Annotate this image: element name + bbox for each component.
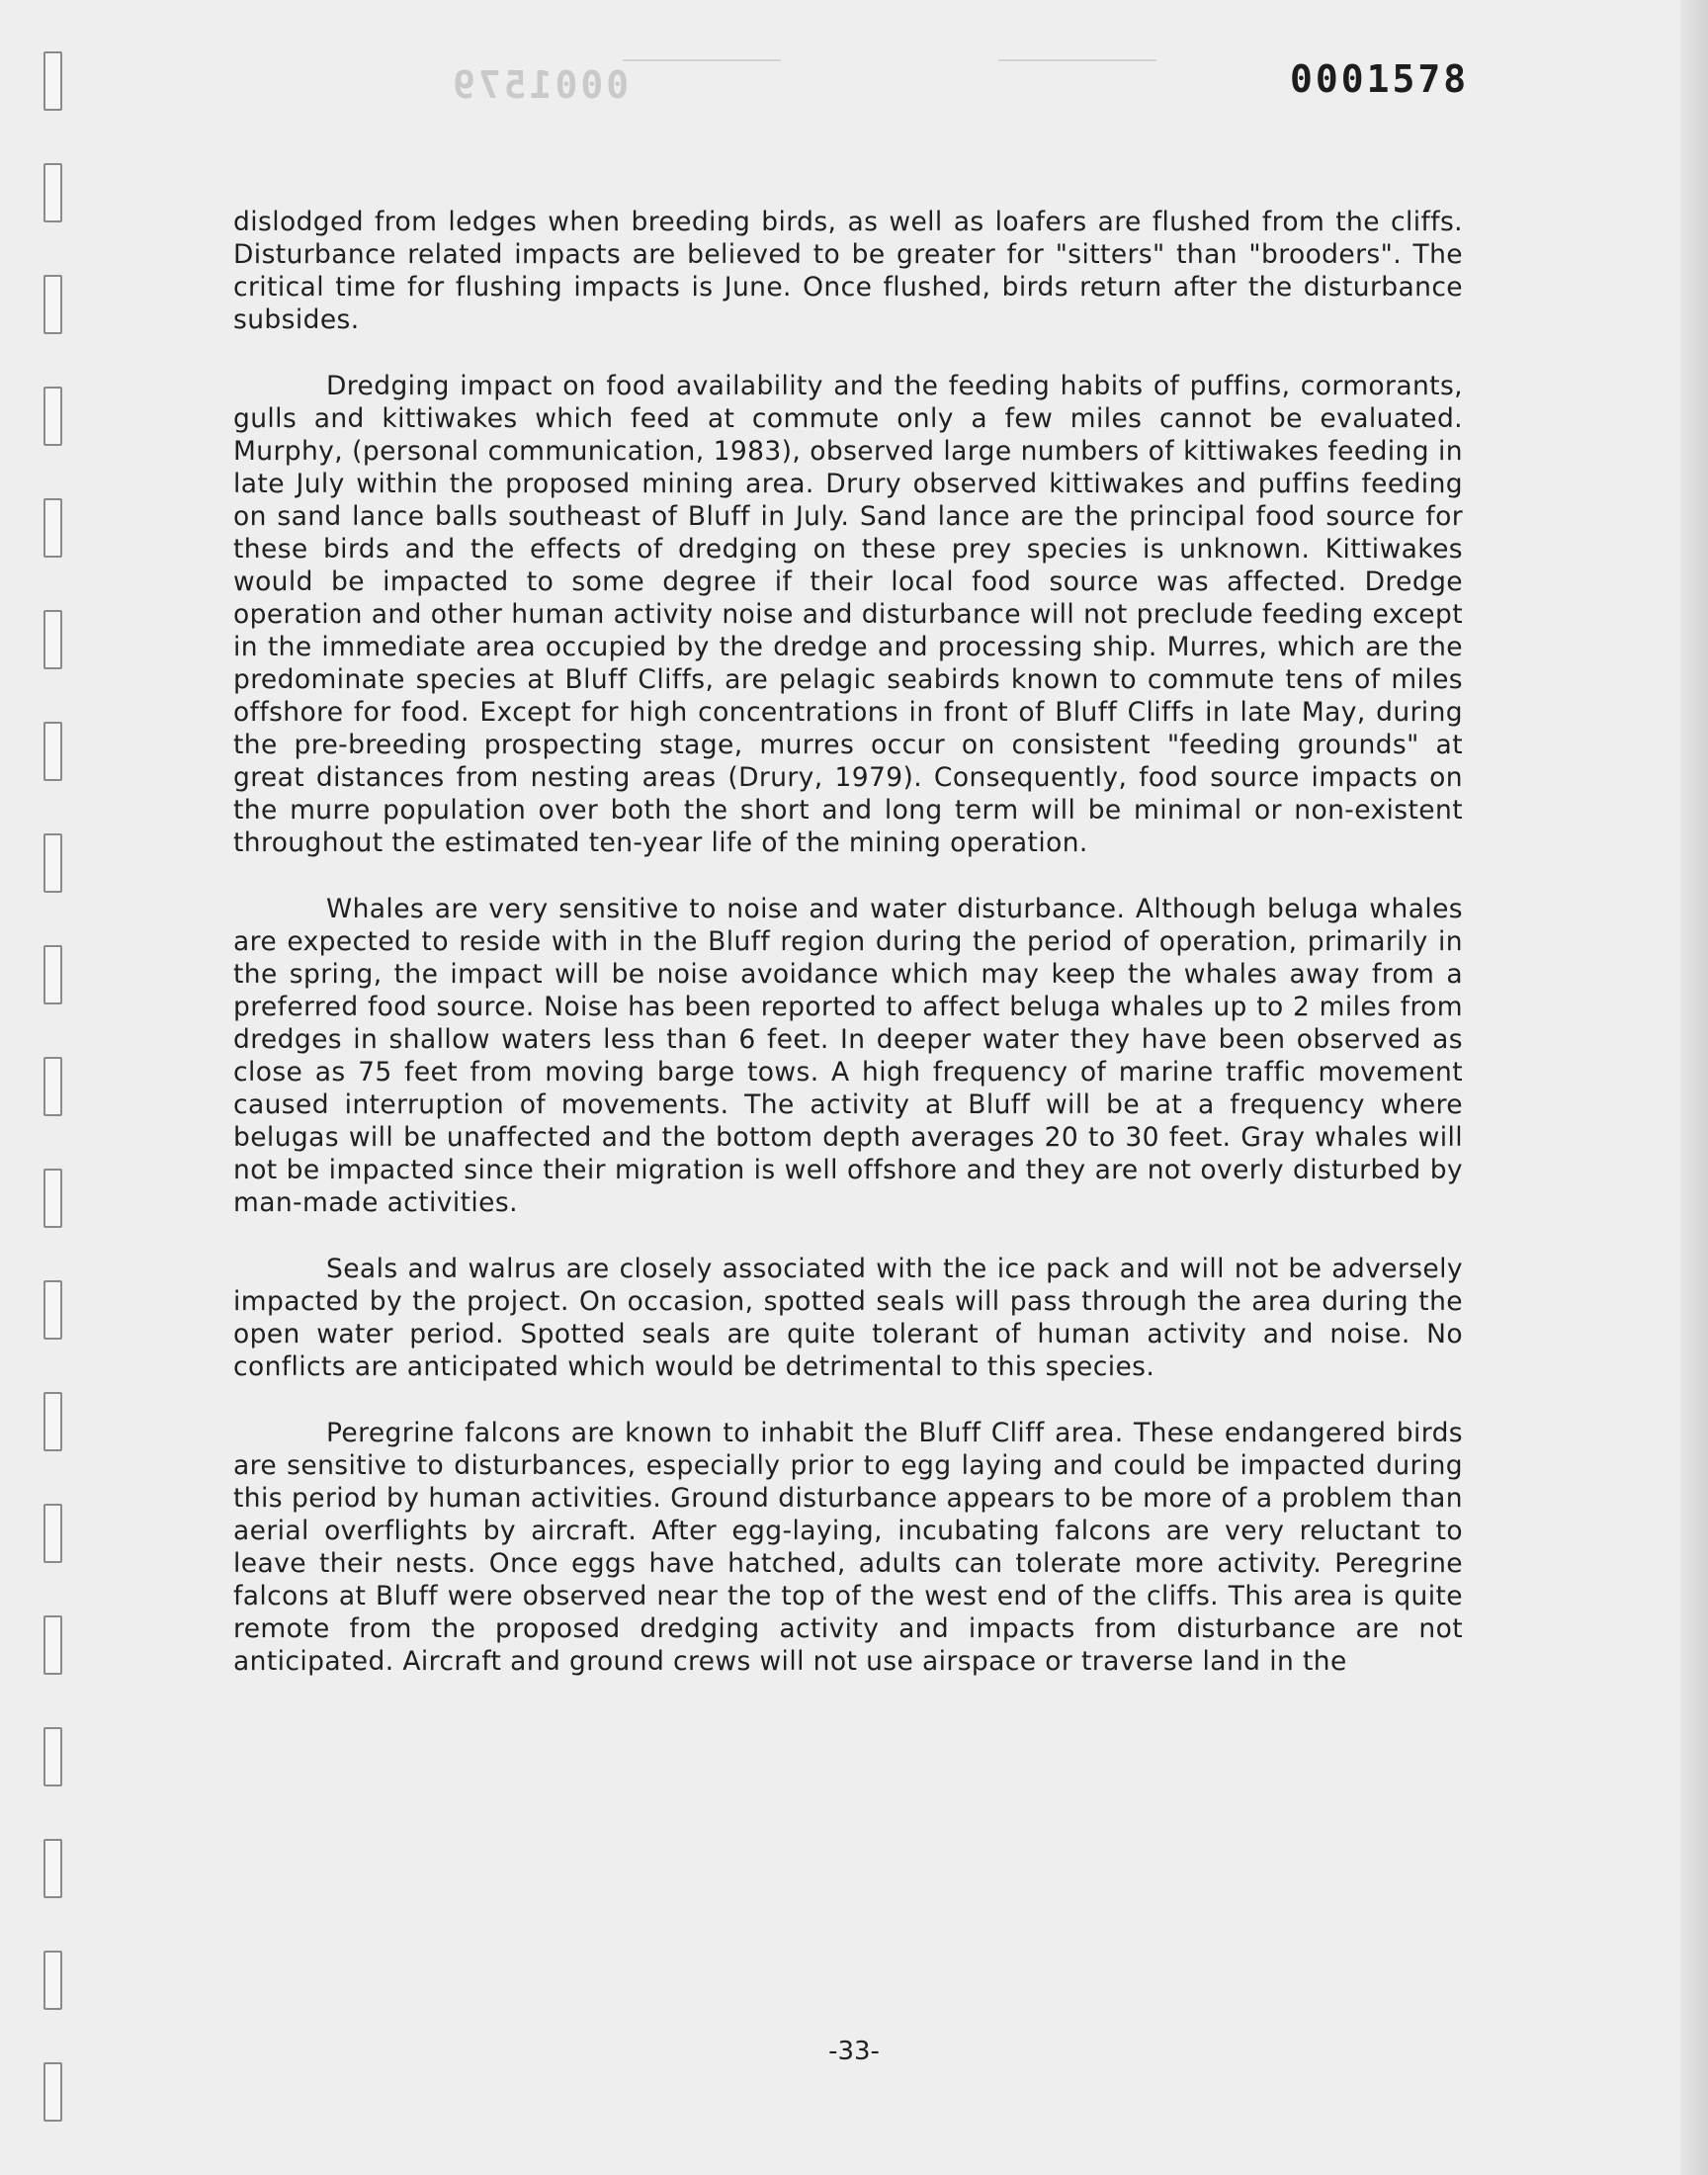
binding-hole — [43, 163, 62, 222]
binding-hole — [43, 498, 62, 558]
binding-hole — [43, 1280, 62, 1340]
binding-hole — [43, 833, 62, 893]
page-edge-shadow — [1680, 0, 1708, 2175]
binding-hole — [43, 1839, 62, 1898]
binding-hole — [43, 945, 62, 1004]
paragraph: Seals and walrus are closely associated with the ice pack and will not be adversely impacted by the project. On occasion, spotted seals will pass through the area during the open water period. Spotted seals are quite tolerant of human activity and noise. No conflicts are anticipated which would be detrimental to this species. — [233, 1254, 1463, 1382]
binding-hole — [43, 722, 62, 781]
paragraph: dislodged from ledges when breeding birds, as well as loafers are flushed from the cliffs. Disturbance related impacts are believed to be greater for "sitters" than "brooders". The critical time for flushing impacts is June. Once flushed, birds return after the disturbance subsides. — [233, 207, 1463, 335]
bleed-through-number: 0001579 — [450, 63, 630, 107]
binding-holes — [43, 0, 73, 2175]
binding-hole — [43, 1615, 62, 1675]
binding-hole — [43, 1169, 62, 1228]
document-number: 0001578 — [1290, 57, 1470, 101]
paragraph: Dredging impact on food availability and the feeding habits of puffins, cormorants, gulls and kittiwakes which feed at commute only a few miles cannot be evaluated. Murphy, (personal communication, 1983), observed large numbers of kittiwakes feeding in late July within the proposed mining area. Drury observed kittiwakes and puffins feeding on sand lance balls southeast of Bluff in July. Sand lance are the principal food source for these birds and the effects of dredging on these prey species is unknown. Kittiwakes would be impacted to some degree if their local food source was affected. Dredge operation and other human activity noise and disturbance will not preclude feeding except in the immediate area occupied by the dredge and processing ship. Murres, which are the predominate species at Bluff Cliffs, are pelagic seabirds known to commute tens of miles offshore for food. Except for high concentrations in front of Bluff Cliffs in late May, during the pre-breeding prospecting stage, murres occur on consistent "feeding grounds" at great distances from nesting areas (Drury, 1979). Consequently, food source impacts on the murre population over both the short and long term will be minimal or non-existent throughout the estimated ten-year life of the mining operation. — [233, 371, 1463, 858]
binding-hole — [43, 51, 62, 111]
bleed-through-rule — [998, 59, 1156, 61]
bleed-through-rule — [623, 59, 781, 61]
binding-hole — [43, 1504, 62, 1563]
binding-hole — [43, 1727, 62, 1786]
page-number: -33- — [828, 2037, 880, 2066]
binding-hole — [43, 1392, 62, 1451]
body-text — [233, 206, 1463, 1711]
binding-hole — [43, 275, 62, 334]
binding-hole — [43, 1057, 62, 1116]
binding-hole — [43, 2062, 62, 2122]
binding-hole — [43, 610, 62, 669]
binding-hole — [43, 1951, 62, 2010]
binding-hole — [43, 387, 62, 446]
paragraph: Whales are very sensitive to noise and water disturbance. Although beluga whales are expected to reside with in the Bluff region during the period of operation, primarily in the spring, the impact will be noise avoidance which may keep the whales away from a preferred food source. Noise has been reported to affect beluga whales up to 2 miles from dredges in shallow waters less than 6 feet. In deeper water they have been observed as close as 75 feet from moving barge tows. A high frequency of marine traffic movement caused interruption of movements. The activity at Bluff will be at a frequency where belugas will be unaffected and the bottom depth averages 20 to 30 feet. Gray whales will not be impacted since their migration is well offshore and they are not overly disturbed by man-made activities. — [233, 894, 1463, 1218]
paragraph: Peregrine falcons are known to inhabit the Bluff Cliff area. These endangered birds are sensitive to disturbances, especially prior to egg laying and could be impacted during this period by human activities. Ground disturbance appears to be more of a problem than aerial overflights by aircraft. After egg-laying, incubating falcons are very reluctant to leave their nests. Once eggs have hatched, adults can tolerate more activity. Peregrine falcons at Bluff were observed near the top of the west end of the cliffs. This area is quite remote from the proposed dredging activity and impacts from disturbance are not anticipated. Aircraft and ground crews will not use airspace or traverse land in the — [233, 1418, 1463, 1677]
